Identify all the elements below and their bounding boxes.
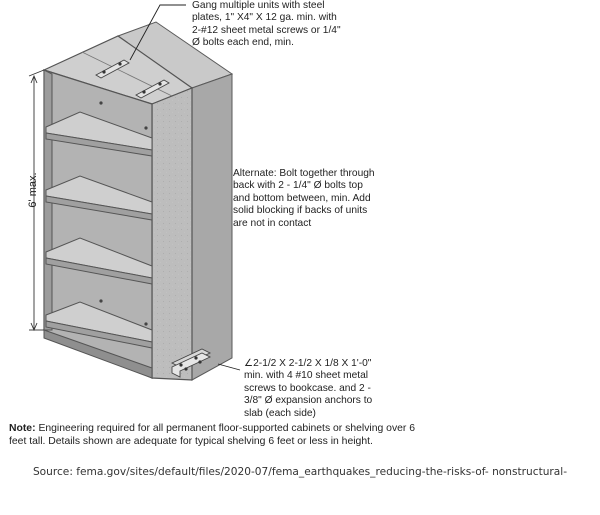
callout-line: Alternate: Bolt together through xyxy=(233,168,375,179)
angle-bracket-callout xyxy=(244,358,372,420)
callout-line: plates, 1" X4" X 12 ga. min. with xyxy=(192,12,337,24)
gang-plate-callout xyxy=(192,0,341,50)
callout-line: screws to bookcase. and 2 - xyxy=(244,382,371,394)
callout-line: min. with 4 #10 sheet metal xyxy=(244,370,369,382)
callout-line: 2-#12 sheet metal screws or 1/4" xyxy=(192,24,341,36)
note-text-1: Engineering required for all permanent floor-supported cabinets or shelving over 6 xyxy=(35,423,416,434)
height-dimension-label: 6' max. xyxy=(27,172,39,208)
callout-line: are not in contact xyxy=(233,217,312,229)
note-label: Note: xyxy=(9,423,36,434)
callout-line: 3/8" Ø expansion anchors to xyxy=(244,395,373,407)
alternate-bolt-callout xyxy=(233,168,375,230)
engineering-note xyxy=(9,422,415,448)
note-line-1 xyxy=(9,422,415,435)
callout-line: and bottom between, min. Add xyxy=(233,192,371,204)
callout-line: ∠2-1/2 X 2-1/2 X 1/8 X 1'-0" xyxy=(244,358,372,369)
callout-line: back with 2 - 1/4" Ø bolts top xyxy=(233,180,363,192)
callout-line: solid blocking if backs of units xyxy=(233,205,368,217)
cabinet-side-panel xyxy=(152,88,192,380)
source-citation: Source: fema.gov/sites/default/files/2020-07/fema_earthquakes_reducing-the-risks-of- nonstructural- xyxy=(32,466,568,478)
callout-line: slab (each side) xyxy=(244,407,316,419)
callout-line: Ø bolts each end, min. xyxy=(192,37,294,49)
note-text-2: feet tall. Details shown are adequate for typical shelving 6 feet or less in height. xyxy=(9,436,373,447)
callout-line: Gang multiple units with steel xyxy=(192,0,325,11)
